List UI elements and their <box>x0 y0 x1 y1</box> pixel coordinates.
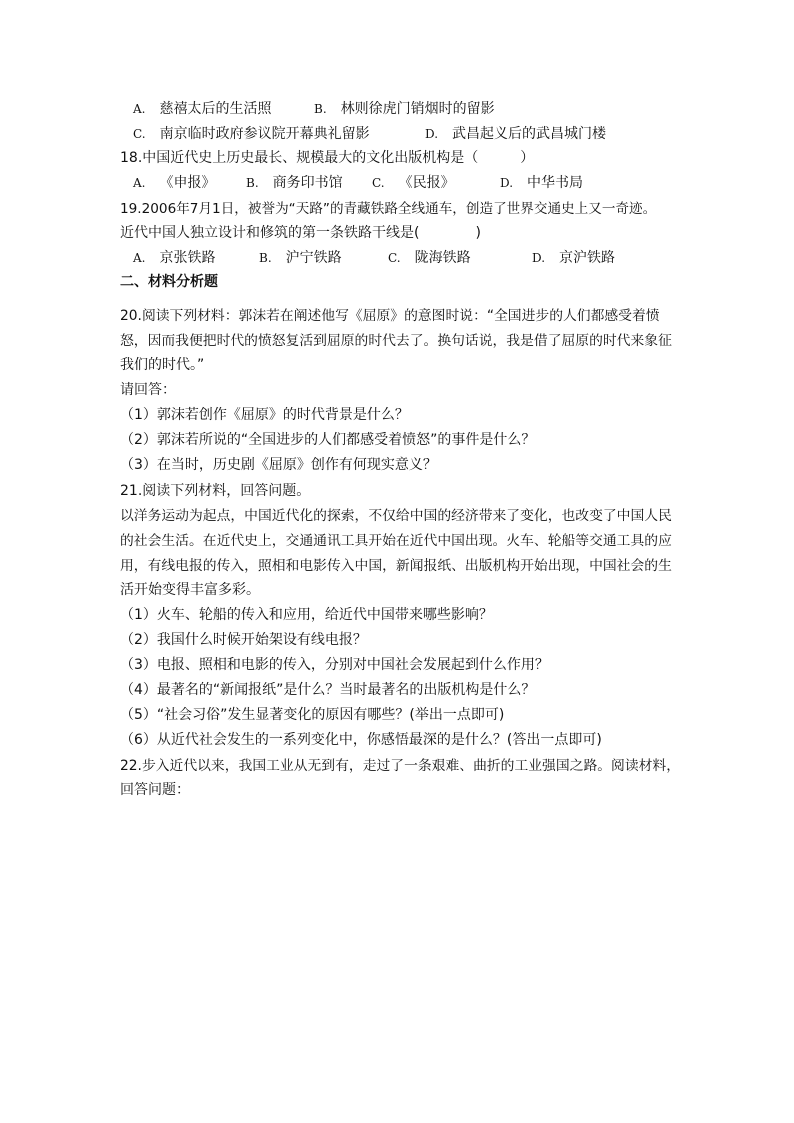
q21-subquestion-6: （6）从近代社会发生的一系列变化中，你感悟最深的是什么？(答出一点即可) <box>120 732 602 748</box>
q18-option-b <box>246 173 343 193</box>
q19-option-b <box>259 248 342 268</box>
q21-subquestion-2: （2）我国什么时候开始架设有线电报？ <box>120 632 367 648</box>
option-text: 陇海铁路 <box>414 250 471 266</box>
option-label: A. <box>133 251 146 265</box>
q20-material-line2: 怒，因而我便把时代的愤怒复活到屈原的时代去了。换句话说，我是借了屈原的时代来象征 <box>120 333 672 349</box>
q20-subquestion-2: （2）郭沫若所说的“全国进步的人们都感受着愤怒”的事件是什么？ <box>120 432 536 448</box>
q21-material-line1: 以洋务运动为起点，中国近代化的探索，不仅给中国的经济带来了变化，也改变了中国人民 <box>120 508 672 524</box>
option-text: 《申报》 <box>159 175 216 191</box>
option-label: B. <box>246 176 259 190</box>
q21-subquestion-3: （3）电报、照相和电影的传入，分别对中国社会发展起到什么作用？ <box>120 657 549 673</box>
option-label: D. <box>425 127 439 141</box>
section-title: 二、材料分析题 <box>120 274 218 290</box>
q21-material-line4: 活开始变得丰富多彩。 <box>120 582 260 598</box>
q20-material-line1: 20.阅读下列材料：郭沫若在阐述他写《屈原》的意图时说：“全国进步的人们都感受着愤 <box>120 308 660 324</box>
q20-prompt: 请回答： <box>120 382 176 398</box>
q21-stem: 21.阅读下列材料，回答问题。 <box>120 483 311 499</box>
q22-stem-line1: 22.步入近代以来，我国工业从无到有，走过了一条艰难、曲折的工业强国之路。阅读材料， <box>120 758 681 774</box>
option-label: A. <box>133 102 146 116</box>
q17-option-d <box>425 124 606 144</box>
q21-material-line2: 的社会生活。在近代史上，交通通讯工具开始在近代中国出现。火车、轮船等交通工具的应 <box>120 533 672 549</box>
q20-subquestion-3: （3）在当时，历史剧《屈原》创作有何现实意义？ <box>120 457 437 473</box>
option-text: 沪宁铁路 <box>285 250 342 266</box>
q18-option-d <box>500 173 583 193</box>
q19-stem-line1: 19.2006年7月1日，被誉为“天路”的青藏铁路全线通车，创造了世界交通史上又一奇迹。 <box>120 201 657 217</box>
q18-option-c <box>372 173 455 193</box>
option-text: 武昌起义后的武昌城门楼 <box>452 126 607 142</box>
q19-option-a <box>133 248 215 268</box>
q22-stem-line2: 回答问题： <box>120 782 190 798</box>
q18-stem: 18.中国近代史上历史最长、规模最大的文化出版机构是（ ） <box>120 150 535 166</box>
q21-material-line3: 用，有线电报的传入，照相和电影传入中国，新闻报纸、出版机构开始出现，中国社会的生 <box>120 558 672 574</box>
option-label: D. <box>532 251 546 265</box>
option-text: 京沪铁路 <box>559 250 616 266</box>
q21-subquestion-1: （1）火车、轮船的传入和应用，给近代中国带来哪些影响？ <box>120 607 493 623</box>
option-text: 南京临时政府参议院开幕典礼留影 <box>159 126 370 142</box>
option-label: C. <box>372 176 385 190</box>
option-text: 商务印书馆 <box>272 175 343 191</box>
q21-subquestion-4: （4）最著名的“新闻报纸”是什么？当时最著名的出版机构是什么？ <box>120 682 536 698</box>
option-text: 京张铁路 <box>159 250 216 266</box>
q17-option-a <box>133 99 271 119</box>
option-text: 《民报》 <box>398 175 455 191</box>
q17-option-b <box>314 99 495 119</box>
q21-subquestion-5: （5）“社会习俗”发生显著变化的原因有哪些？(举出一点即可) <box>120 707 505 723</box>
option-label: C. <box>133 127 146 141</box>
option-label: B. <box>314 102 327 116</box>
option-label: A. <box>133 176 146 190</box>
q19-option-c <box>388 248 471 268</box>
q20-material-line3: 我们的时代。” <box>120 357 205 373</box>
option-text: 慈禧太后的生活照 <box>159 101 272 117</box>
option-label: B. <box>259 251 272 265</box>
q19-option-d <box>532 248 615 268</box>
q19-stem-line2: 近代中国人独立设计和修筑的第一条铁路干线是( ) <box>120 225 481 241</box>
option-text: 林则徐虎门销烟时的留影 <box>340 101 495 117</box>
option-text: 中华书局 <box>527 175 584 191</box>
option-label: D. <box>500 176 514 190</box>
q18-option-a <box>133 173 215 193</box>
q17-option-c <box>133 124 370 144</box>
q20-subquestion-1: （1）郭沫若创作《屈原》的时代背景是什么？ <box>120 407 409 423</box>
option-label: C. <box>388 251 401 265</box>
